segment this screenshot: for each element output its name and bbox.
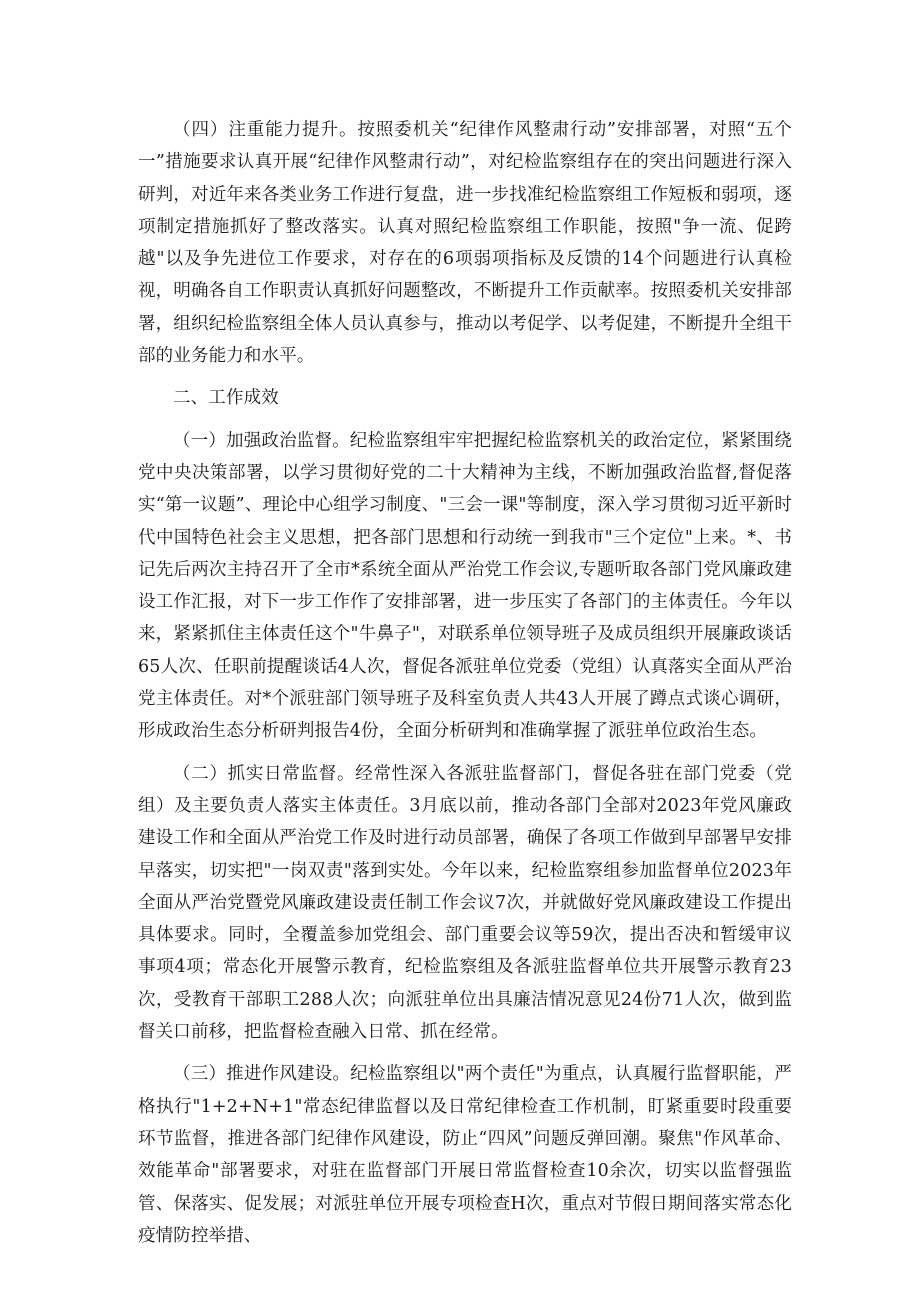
paragraph-political-supervision [138, 425, 792, 748]
paragraph-work-style [138, 1058, 792, 1252]
paragraph-lead: （四）注重能力提升。 [173, 120, 358, 140]
paragraph-text: 经常性深入各派驻监督部门，督促各驻在部门党委（党组）及主要负责人落实主体责任。3月底以前，推动各部门全部对2023年党风廉政建设工作和全面从严治党工作及时进行动员部署，确保了各项工作做到早部署早安排早落实，切实把"一岗双责"落到实处。今年以来，纪检监察组参加监督单位2023年全面从严治党暨党风廉政建设责任制工作会议7次，并就做好党风廉政建设工作提出具体要求。同时，全覆盖参加党组会、部门重要会议等59次，提出否决和暂缓审议事项4项；常态化开展警示教育，纪检监察组及各派驻监督单位共开展警示教育23次，受教育干部职工288人次；向派驻单位出具廉洁情况意见24份71人次，做到监督关口前移，把监督检查融入日常、抓在经常。 [138, 763, 792, 1043]
paragraph-lead: （一）加强政治监督。 [173, 430, 350, 451]
section-heading: 二、工作成效 [173, 388, 279, 409]
paragraph-capability [138, 114, 792, 372]
paragraph-daily-supervision [138, 758, 792, 1049]
paragraph-text: 纪检监察组牢牢把握纪检监察机关的政治定位，紧紧围绕党中央决策部署，以学习贯彻好党的二十大精神为主线，不断加强政治监督,督促落实“第一议题”、理论中心组学习制度、"三会一课"等制度，深入学习贯彻习近平新时代中国特色社会主义思想，把各部门思想和行动统一到我市"三个定位"上来。*、书记先后两次主持召开了全市*系统全面从严治党工作会议,专题听取各部门党风廉政建设工作汇报，对下一步工作作了安排部署，进一步压实了各部门的主体责任。今年以来，紧紧抓住主体责任这个"牛鼻子"，对联系单位领导班子及成员组织开展廉政谈话65人次、任职前提醒谈话4人次，督促各派驻单位党委（党组）认真落实全面从严治党主体责任。对*个派驻部门领导班子及科室负责人共43人开展了蹲点式谈心调研，形成政治生态分析研判报告4份，全面分析研判和准确掌握了派驻单位政治生态。 [138, 430, 793, 742]
paragraph-text: 按照委机关“纪律作风整肃行动”安排部署，对照“五个一”措施要求认真开展“纪律作风整肃行动”，对纪检监察组存在的突出问题进行深入研判，对近年来各类业务工作进行复盘，进一步找准纪检监察组工作短板和弱项，逐项制定措施抓好了整改落实。认真对照纪检监察组工作职能，按照"争一流、促跨越"以及争先进位工作要求，对存在的6项弱项指标及反馈的14个问题进行认真检视，明确各自工作职责认真抓好问题整改，不断提升工作贡献率。按照委机关安排部署，组织纪检监察组全体人员认真参与，推动以考促学、以考促建，不断提升全组干部的业务能力和水平。 [138, 120, 793, 367]
paragraph-lead: （三）推进作风建设。 [173, 1064, 351, 1085]
paragraph-text: 纪检监察组以"两个责任"为重点，认真履行监督职能，严格执行"1+2+N+1"常态纪律监督以及日常纪律检查工作机制，盯紧重要时段重要环节监督，推进各部门纪律作风建设，防止“四风”问题反弹回潮。聚焦"作风革命、效能革命"部署要求，对驻在监督部门开展日常监督检查10余次，切实以监督强监管、保落实、促发展；对派驻单位开展专项检查H次，重点对节假日期间落实常态化疫情防控举措、 [138, 1064, 793, 1246]
paragraph-lead: （二）抓实日常监督。 [173, 763, 356, 784]
document-body [138, 114, 792, 1262]
